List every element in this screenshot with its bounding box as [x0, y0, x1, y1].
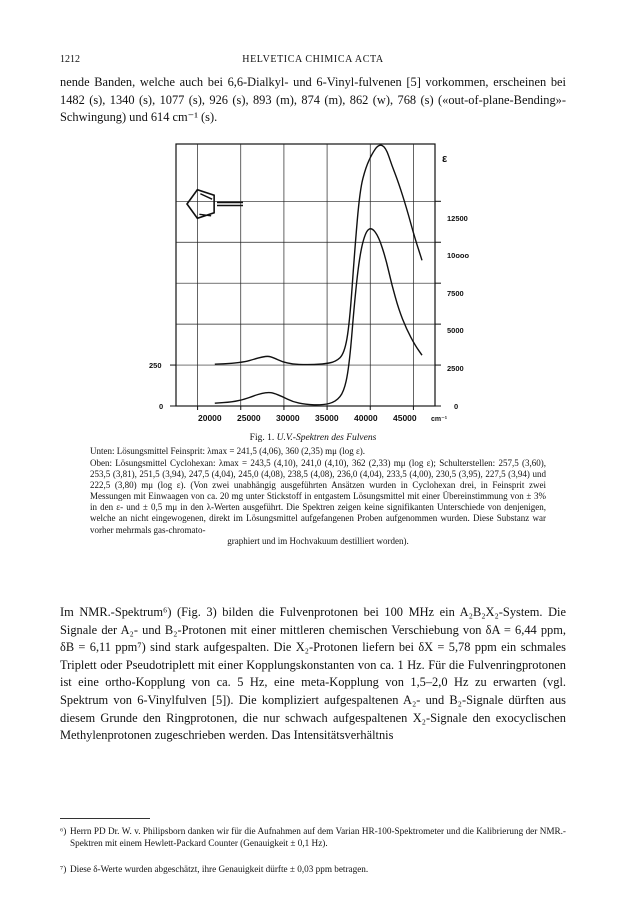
right-tick-label: 2500 [447, 364, 464, 373]
x-tick-label: 45000 [393, 413, 417, 423]
caption-note-oben [90, 458, 546, 547]
figure-caption [60, 433, 566, 443]
right-tick-label: 0 [454, 402, 459, 411]
x-unit-label: cm⁻¹ [431, 416, 448, 423]
plot-frame [176, 144, 435, 406]
caption-note-oben-last-line: graphiert und im Hochvakuum destilliert worden). [227, 535, 409, 546]
journal-title: HELVETICA CHIMICA ACTA [242, 54, 384, 65]
x-tick-label: 30000 [276, 413, 300, 423]
left-tick-label: 0 [159, 402, 164, 411]
uv-spectrum-figure [140, 138, 500, 428]
footnote-mark: ⁷) [60, 864, 67, 874]
series-line-feinsprit [215, 229, 422, 405]
x-tick-label: 20000 [198, 413, 222, 423]
x-tick-label: 35000 [315, 413, 339, 423]
right-tick-label: 12500 [447, 214, 468, 223]
x-tick-label: 25000 [237, 413, 261, 423]
running-header [60, 54, 566, 68]
caption-label: Fig. 1. [249, 433, 275, 443]
caption-note-unten: Unten: Lösungsmittel Feinsprit: λmax = 241,5 (4,06), 360 (2,35) mμ (log ε). [90, 446, 366, 456]
right-tick-label: 10ooo [447, 251, 470, 260]
footnote-7 [60, 864, 566, 876]
footnote-text: Diese δ-Werte wurden abgeschätzt, ihre Genauigkeit dürfte ± 0,03 ppm betragen. [70, 864, 369, 874]
caption-title: U.V.-Spektren des Fulvens [276, 433, 377, 443]
left-tick-label: 250 [149, 361, 162, 370]
paragraph-ir-bands: nende Banden, welche auch bei 6,6-Dialkyl- und 6-Vinyl-fulvenen [5] vorkommen, erscheinen bei 1482 (s), 1340 (s), 1077 (s), 926 (s), 893 (m), 874 (m), 862 (w), 768 (s) («out-of-plane-Bending»-Schwingung) und 614 cm⁻¹ (s). [60, 75, 566, 125]
caption-note-oben-body: Oben: Lösungsmittel Cyclohexan: λmax = 243,5 (4,10), 241,0 (4,10), 362 (2,33) mμ (log ε); Schulterstellen: 257,5 (3,60), 253,5 (3,81), 251,5 (3,94), 247,5 (4,04), 245,0 (4,08), 238,5 (4,08), 236,0 (4,04), 233,5 (4,00), 230,5 (3,95), 227,5 (3,94) und 222,5 (3,80) mμ (log ε). (Von zwei unabhängig ausgeführten Ansätzen wurden in Cyclohexan drei, in Feinsprit zwei Messungen mit Einwaagen von ca. 20 mg unter Stickstoff in entgastem Lösungsmittel mit einer Übereinstimmung von ± 3% in den ε- und ± 0,5 mμ in den λ-Werten ausgeführt. Die Spektren zeigen keine signifikanten Unterschiede von denjenigen, welche an nicht eingewogenen, direkt im Lösungsmittel aufgefangenen Proben aufgenommen wurden. Diese Substanz war vorher mehrmals gas-chromato- [90, 458, 546, 535]
paragraph-nmr: Im NMR.-Spektrum⁶) (Fig. 3) bilden die Fulvenprotonen bei 100 MHz ein A₂B₂X₂-System. Die Signale der A₂- und B₂-Protonen mit einer mittleren chemischen Verschiebung von δA = 6,44 ppm, δB = 6,11 ppm⁷) sind stark aufgespalten. Die X₂-Protonen liefern bei δX = 5,78 ppm ein schmales Triplett oder Pseudotriplett mit einer Kopplungskonstanten von ca. 1 Hz. Für die Fulvenringprotonen ist eine ortho-Kopplung von ca. 5 Hz, eine meta-Kopplung von 1,5–2,0 Hz zu erwarten (vgl. Spektrum von 6-Vinylfulven [5]). Die kompliziert aufgespaltenen A₂- und B₂-Signale dürften aus diesem Grunde den Ringprotonen, die nur schwach aufgespaltenen X₂-Signale den exocyclischen Methylenprotonen zugeschrieben werden. Das Intensitätsverhältnis [60, 605, 566, 743]
x-tick-label: 40000 [354, 413, 378, 423]
footnote-rule [60, 818, 150, 819]
epsilon-axis-label: ε [442, 153, 448, 165]
footnote-6 [60, 826, 566, 849]
right-tick-label: 7500 [447, 289, 464, 298]
right-tick-label: 5000 [447, 326, 464, 335]
page-number: 1212 [60, 54, 80, 65]
footnote-text: Herrn PD Dr. W. v. Philipsborn danken wir für die Aufnahmen auf dem Varian HR-100-Spektrometer und die Kalibrierung der NMR.-Spektren mit einem Hewlett-Packard Counter (Genauigkeit ± 0,1 Hz). [70, 826, 566, 848]
footnote-mark: ⁶) [60, 826, 67, 836]
uv-spectrum-chart [140, 138, 500, 428]
series-line-cyclohexan [215, 145, 422, 364]
